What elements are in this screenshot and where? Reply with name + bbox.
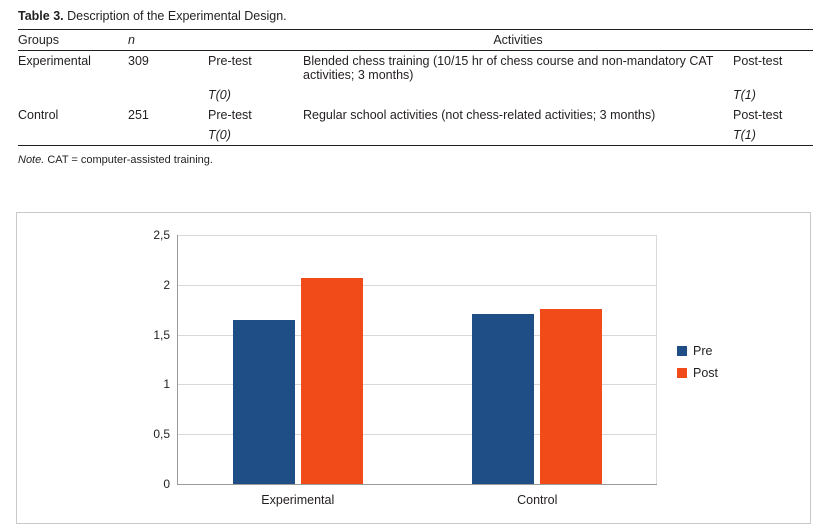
chart-legend [677,341,718,385]
chart-legend-label: Post [693,366,719,380]
table-row-time [18,85,813,105]
table-caption-label: Table 3. [18,9,64,23]
chart-y-tick-label: 0,5 [153,427,170,442]
row-activity-empty [303,85,733,105]
row-n-empty [128,85,208,105]
header-groups: Groups [18,33,59,47]
legend-swatch-icon [677,368,687,378]
table-caption [18,8,815,24]
table-header-row [18,30,813,50]
header-spacer [208,30,303,50]
row-activity: Regular school activities (not chess-related activities; 3 months) [303,108,656,122]
row-n: 309 [128,54,149,68]
chart-legend-item [677,363,718,383]
row-post-time: T(1) [733,128,756,142]
row-pre-time: T(0) [208,88,231,102]
row-group-empty [18,125,128,145]
chart-container [16,212,811,524]
table-caption-text: Description of the Experimental Design. [67,9,287,23]
chart-gridline [178,285,657,286]
chart-bar [472,314,534,484]
chart-x-tick-label: Control [517,493,558,507]
chart-right-rule [656,235,657,484]
row-group: Control [18,108,59,122]
table-note-lead: Note. [18,154,45,166]
chart-bar [540,309,602,484]
chart-plot-area [153,228,657,507]
chart-legend-label: Pre [693,344,713,358]
row-pre-time: T(0) [208,128,231,142]
chart-inner [17,213,810,523]
row-pre-label: Pre-test [208,108,252,122]
chart-y-tick-label: 2,5 [153,228,170,242]
experimental-design-body [18,51,813,145]
experimental-design-table [18,30,813,50]
header-n: n [128,33,135,47]
table-bottom-rule [18,145,813,146]
row-activity-empty [303,125,733,145]
table-row-time [18,125,813,145]
chart-bar [233,320,295,484]
table-row [18,51,813,85]
chart-legend-item [677,341,718,361]
chart-y-tick-label: 1 [163,377,170,392]
row-n-empty [128,125,208,145]
chart-y-tick-label: 0 [163,477,170,491]
row-n: 251 [128,108,149,122]
table-note-text: CAT = computer-assisted training. [47,154,213,166]
chart-gridline [178,235,657,236]
row-activity: Blended chess training (10/15 hr of chess course and non-mandatory CAT activities; 3 months) [303,54,714,82]
row-pre-label: Pre-test [208,54,252,68]
chart-x-tick-label: Experimental [261,493,335,507]
chart-y-tick-label: 1,5 [153,327,170,342]
row-post-label: Post-test [733,108,783,122]
header-post-spacer [733,30,813,50]
legend-swatch-icon [677,346,687,356]
row-group: Experimental [18,54,91,68]
row-post-label: Post-test [733,54,783,68]
table-row [18,105,813,125]
header-activities: Activities [493,33,543,47]
chart-y-tick-label: 2 [163,277,170,292]
table-note [18,154,815,166]
row-post-time: T(1) [733,88,756,102]
row-group-empty [18,85,128,105]
chart-bar [301,278,363,484]
